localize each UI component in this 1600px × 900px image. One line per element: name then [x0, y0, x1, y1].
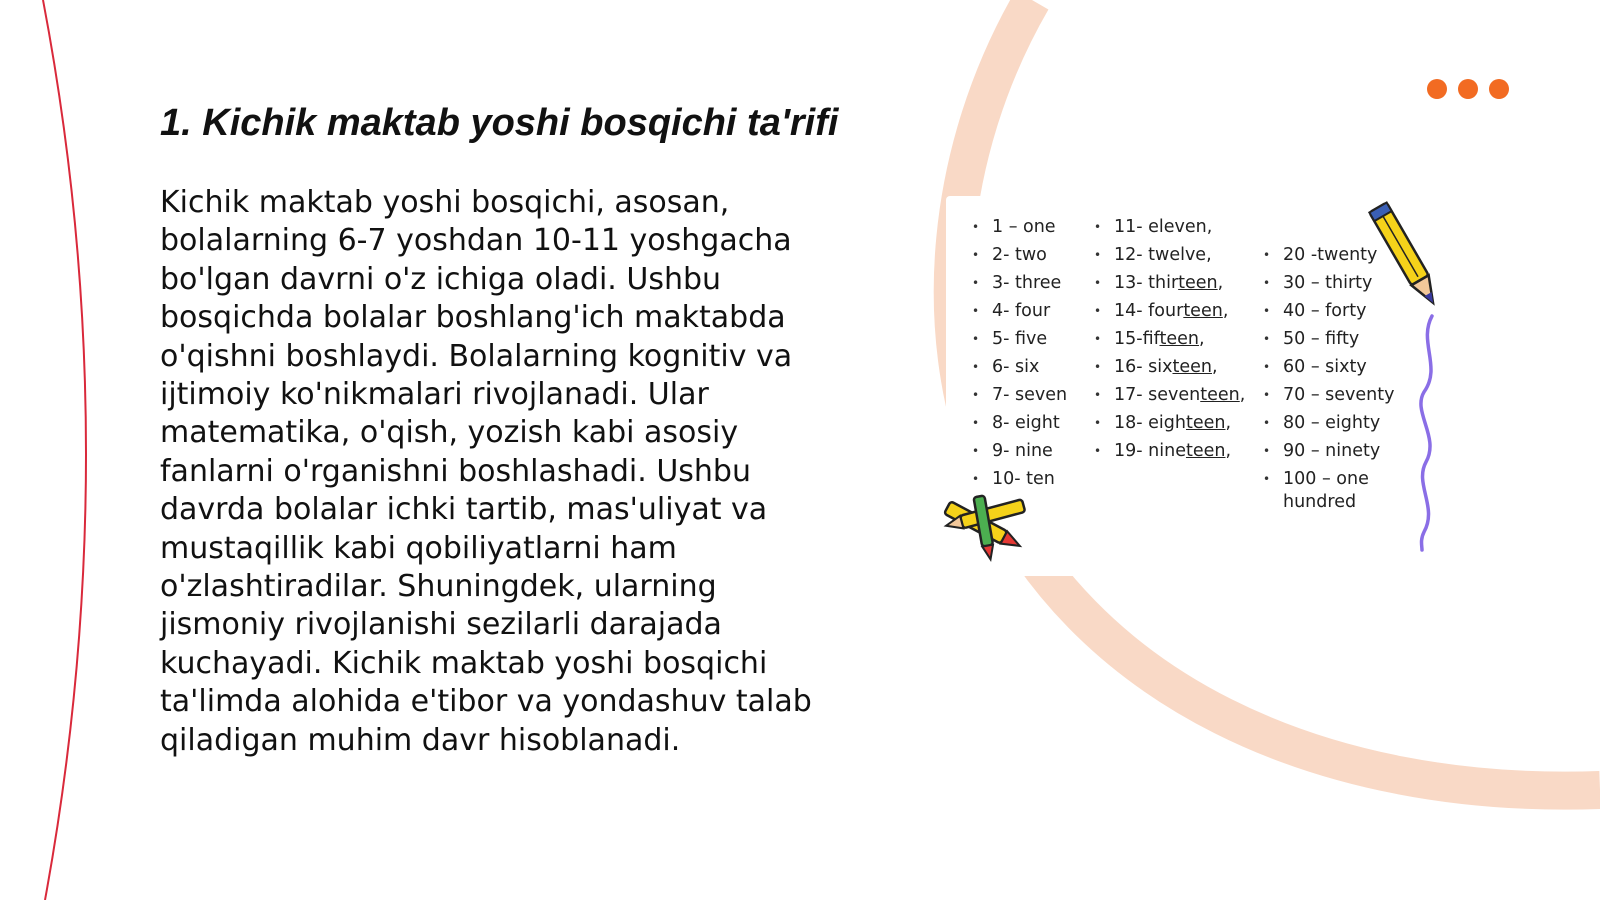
number-word-item: • 40 – forty — [1261, 297, 1394, 325]
number-word-item: • 90 – ninety — [1261, 437, 1394, 465]
body-line: ijtimoiy ko'nikmalari rivojlanadi. Ular — [160, 377, 709, 413]
crossed-pencils-icon — [934, 492, 1034, 564]
slide-title: 1. Kichik maktab yoshi bosqichi ta'rifi — [160, 102, 839, 144]
underlined-suffix: teen — [1159, 329, 1199, 349]
body-line: Kichik maktab yoshi bosqichi, asosan, — [160, 185, 730, 220]
dot-3 — [1489, 79, 1509, 99]
number-word-item: • 1 – one — [970, 213, 1067, 241]
orange-dots — [1427, 79, 1509, 99]
number-word-item — [1092, 437, 1245, 465]
body-line: qiladigan muhim davr hisoblanadi. — [160, 722, 681, 758]
number-word-punct: , — [1225, 441, 1232, 461]
numbers-image — [946, 196, 1456, 576]
number-word-item: • 4- four — [970, 297, 1067, 325]
number-word-item: • 5- five — [970, 325, 1067, 353]
number-word-item: • 70 – seventy — [1261, 381, 1394, 409]
number-word-text: 11- eleven, — [1114, 217, 1213, 237]
body-line: o'zlashtiradilar. Shuningdek, ularning — [160, 569, 717, 605]
number-word-item: • 7- seven — [970, 381, 1067, 409]
yellow-pencil-icon — [1366, 196, 1446, 318]
underlined-suffix: teen — [1185, 441, 1226, 461]
number-word-text: 13- thir — [1114, 273, 1179, 293]
number-word-punct: , — [1239, 385, 1246, 405]
body-line: matematika, o'qish, yozish kabi asosiy — [160, 415, 739, 451]
number-word-item: • 3- three — [970, 269, 1067, 297]
body-line: bolalarning 6-7 yoshdan 10-11 yoshgacha — [160, 223, 792, 259]
hundred-line-2: hundred — [1283, 492, 1357, 512]
hundred-line-1: 100 – one — [1283, 469, 1369, 489]
number-word-item: • 10- ten — [970, 465, 1067, 493]
number-word-item: • 50 – fifty — [1261, 325, 1394, 353]
number-word-item: • 8- eight — [970, 409, 1067, 437]
body-line: o'qishni boshlaydi. Bolalarning kognitiv va — [160, 338, 793, 374]
number-word-text: 18- eigh — [1114, 413, 1186, 433]
number-word-item: • 80 – eighty — [1261, 409, 1394, 437]
number-word-punct: , — [1217, 273, 1224, 293]
number-word-item: • 60 – sixty — [1261, 353, 1394, 381]
body-line: bosqichda bolalar boshlang'ich maktabda — [160, 300, 786, 336]
number-word-punct: , — [1225, 413, 1232, 433]
purple-squiggle — [1410, 312, 1450, 552]
underlined-suffix: teen — [1178, 273, 1218, 293]
number-word-item — [1092, 353, 1245, 381]
number-word-item: • 9- nine — [970, 437, 1067, 465]
numbers-column-2 — [1092, 213, 1245, 465]
number-word-text: 14- four — [1114, 301, 1184, 321]
number-word-item — [1092, 381, 1245, 409]
number-word-punct: , — [1211, 357, 1218, 377]
body-line: davrda bolalar ichki tartib, mas'uliyat va — [160, 492, 768, 528]
number-word-text: 16- six — [1114, 357, 1173, 377]
body-line: bo'lgan davrni o'z ichiga oladi. Ushbu — [160, 261, 722, 297]
number-word-item: • 2- two — [970, 241, 1067, 269]
body-line: kuchayadi. Kichik maktab yoshi bosqichi — [160, 645, 768, 681]
underlined-suffix: teen — [1172, 357, 1212, 377]
dot-1 — [1427, 79, 1447, 99]
slide-body-text — [160, 184, 820, 760]
body-line: jismoniy rivojlanishi sezilarli darajada — [160, 607, 722, 643]
underlined-suffix: teen — [1183, 301, 1223, 321]
number-word-punct: , — [1222, 301, 1229, 321]
underlined-suffix: teen — [1200, 385, 1240, 405]
number-word-text: 12- twelve, — [1114, 245, 1212, 265]
number-word-item: • 30 – thirty — [1261, 269, 1394, 297]
number-word-text: 19- nine — [1114, 441, 1186, 461]
body-line: mustaqillik kabi qobiliyatlarni ham — [160, 530, 677, 566]
numbers-column-1 — [970, 213, 1067, 493]
number-word-item — [1092, 409, 1245, 437]
number-word-punct: , — [1198, 329, 1205, 349]
number-word-item: • 6- six — [970, 353, 1067, 381]
underlined-suffix: teen — [1185, 413, 1226, 433]
number-word-item — [1092, 213, 1245, 241]
number-word-item — [1092, 297, 1245, 325]
number-word-item: • 20 -twenty — [1261, 241, 1394, 269]
number-word-text: 17- seven — [1114, 385, 1201, 405]
dot-2 — [1458, 79, 1478, 99]
number-word-item — [1092, 241, 1245, 269]
left-red-curve — [43, 0, 86, 900]
body-line: ta'limda alohida e'tibor va yondashuv talab — [160, 684, 812, 720]
number-word-text: 15-fif — [1114, 329, 1160, 349]
body-line: fanlarni o'rganishni boshlashadi. Ushbu — [160, 453, 751, 489]
number-word-item — [1092, 269, 1245, 297]
number-word-item-hundred — [1261, 465, 1394, 514]
number-word-item — [1092, 325, 1245, 353]
